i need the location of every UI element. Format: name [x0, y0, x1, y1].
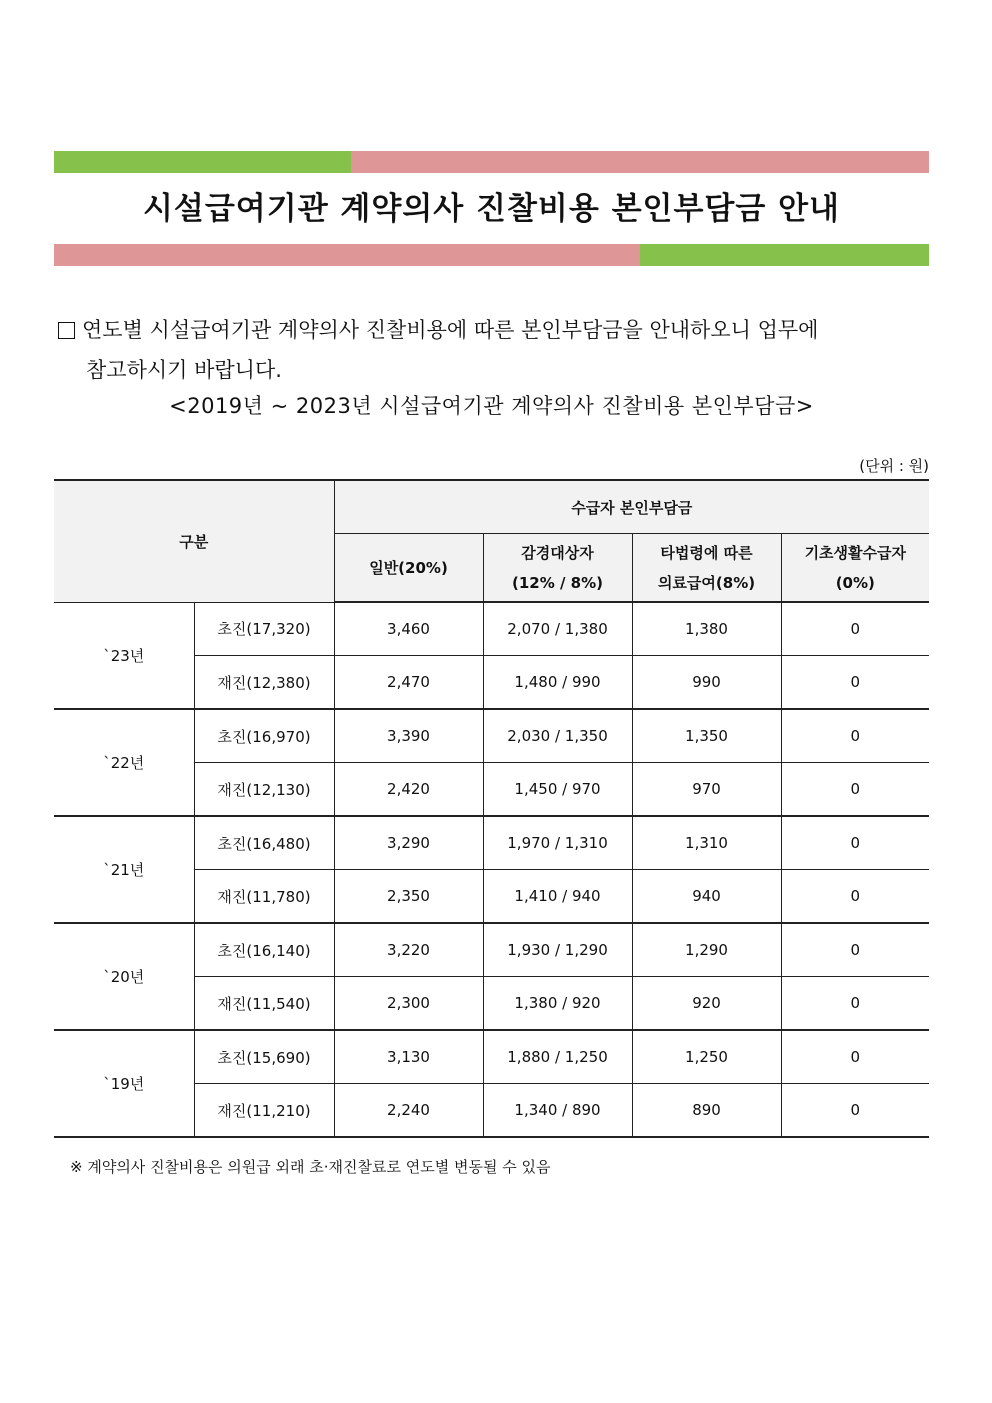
- table-row: [54, 709, 929, 763]
- amount-cell: 1,310: [632, 816, 781, 870]
- visit-type-cell: 초진(16,480): [194, 816, 334, 870]
- visit-type-cell: 재진(12,380): [194, 656, 334, 710]
- amount-cell: 890: [632, 1084, 781, 1138]
- amount-cell: 0: [781, 1030, 929, 1084]
- header-col-4: 기초생활수급자 (0%): [781, 534, 929, 603]
- amount-cell: 3,130: [334, 1030, 483, 1084]
- table-subtitle: <2019년 ~ 2023년 시설급여기관 계약의사 진찰비용 본인부담금>: [169, 394, 814, 418]
- intro-line-1: 연도별 시설급여기관 계약의사 진찰비용에 따른 본인부담금을 안내하오니 업무에: [82, 318, 819, 342]
- amount-cell: 0: [781, 816, 929, 870]
- header-group: 수급자 본인부담금: [334, 480, 929, 534]
- amount-cell: 990: [632, 656, 781, 710]
- amount-cell: 1,450 / 970: [483, 763, 632, 817]
- amount-cell: 2,300: [334, 977, 483, 1031]
- amount-cell: 0: [781, 923, 929, 977]
- amount-cell: 2,030 / 1,350: [483, 709, 632, 763]
- footnote: ※ 계약의사 진찰비용은 의원급 외래 초·재진찰료로 연도별 변동될 수 있음: [70, 1158, 551, 1176]
- visit-type-cell: 초진(16,970): [194, 709, 334, 763]
- header-category: 구분: [54, 480, 334, 602]
- amount-cell: 940: [632, 870, 781, 924]
- amount-cell: 2,420: [334, 763, 483, 817]
- header-col-3: 타법령에 따른 의료급여(8%): [632, 534, 781, 603]
- amount-cell: 1,480 / 990: [483, 656, 632, 710]
- amount-cell: 1,250: [632, 1030, 781, 1084]
- table-row: [54, 602, 929, 656]
- amount-cell: 1,410 / 940: [483, 870, 632, 924]
- amount-cell: 0: [781, 709, 929, 763]
- amount-cell: 2,470: [334, 656, 483, 710]
- amount-cell: 1,880 / 1,250: [483, 1030, 632, 1084]
- amount-cell: 0: [781, 656, 929, 710]
- amount-cell: 3,460: [334, 602, 483, 656]
- bottom-bar-green-segment: [640, 244, 929, 266]
- copay-table: [54, 479, 929, 1138]
- table-row: [54, 1030, 929, 1084]
- amount-cell: 3,220: [334, 923, 483, 977]
- visit-type-cell: 재진(11,210): [194, 1084, 334, 1138]
- bottom-bar-pink-segment: [54, 244, 640, 266]
- visit-type-cell: 초진(15,690): [194, 1030, 334, 1084]
- amount-cell: 0: [781, 1084, 929, 1138]
- amount-cell: 2,350: [334, 870, 483, 924]
- unit-label: (단위 : 원): [859, 457, 929, 475]
- year-cell: `23년: [54, 602, 194, 709]
- amount-cell: 0: [781, 763, 929, 817]
- top-decor-bar: [54, 151, 929, 173]
- amount-cell: 920: [632, 977, 781, 1031]
- intro-line-2: 참고하시기 바랍니다.: [86, 358, 282, 382]
- page-title: 시설급여기관 계약의사 진찰비용 본인부담금 안내: [142, 191, 841, 227]
- intro-paragraph: [56, 310, 936, 390]
- top-bar-pink-segment: [351, 151, 929, 173]
- year-cell: `22년: [54, 709, 194, 816]
- year-cell: `20년: [54, 923, 194, 1030]
- amount-cell: 1,350: [632, 709, 781, 763]
- table-row: [54, 816, 929, 870]
- bottom-decor-bar: [54, 244, 929, 266]
- amount-cell: 1,380 / 920: [483, 977, 632, 1031]
- square-bullet-icon: [58, 322, 75, 339]
- header-col-2: 감경대상자 (12% / 8%): [483, 534, 632, 603]
- amount-cell: 2,240: [334, 1084, 483, 1138]
- table-row: [54, 923, 929, 977]
- header-col-1: 일반(20%): [334, 534, 483, 603]
- amount-cell: 3,290: [334, 816, 483, 870]
- visit-type-cell: 재진(11,540): [194, 977, 334, 1031]
- amount-cell: 1,380: [632, 602, 781, 656]
- amount-cell: 1,290: [632, 923, 781, 977]
- amount-cell: 1,340 / 890: [483, 1084, 632, 1138]
- year-cell: `21년: [54, 816, 194, 923]
- visit-type-cell: 재진(12,130): [194, 763, 334, 817]
- amount-cell: 1,970 / 1,310: [483, 816, 632, 870]
- amount-cell: 0: [781, 977, 929, 1031]
- top-bar-green-segment: [54, 151, 351, 173]
- amount-cell: 1,930 / 1,290: [483, 923, 632, 977]
- amount-cell: 970: [632, 763, 781, 817]
- amount-cell: 0: [781, 602, 929, 656]
- visit-type-cell: 초진(17,320): [194, 602, 334, 656]
- amount-cell: 3,390: [334, 709, 483, 763]
- amount-cell: 2,070 / 1,380: [483, 602, 632, 656]
- year-cell: `19년: [54, 1030, 194, 1137]
- amount-cell: 0: [781, 870, 929, 924]
- visit-type-cell: 재진(11,780): [194, 870, 334, 924]
- visit-type-cell: 초진(16,140): [194, 923, 334, 977]
